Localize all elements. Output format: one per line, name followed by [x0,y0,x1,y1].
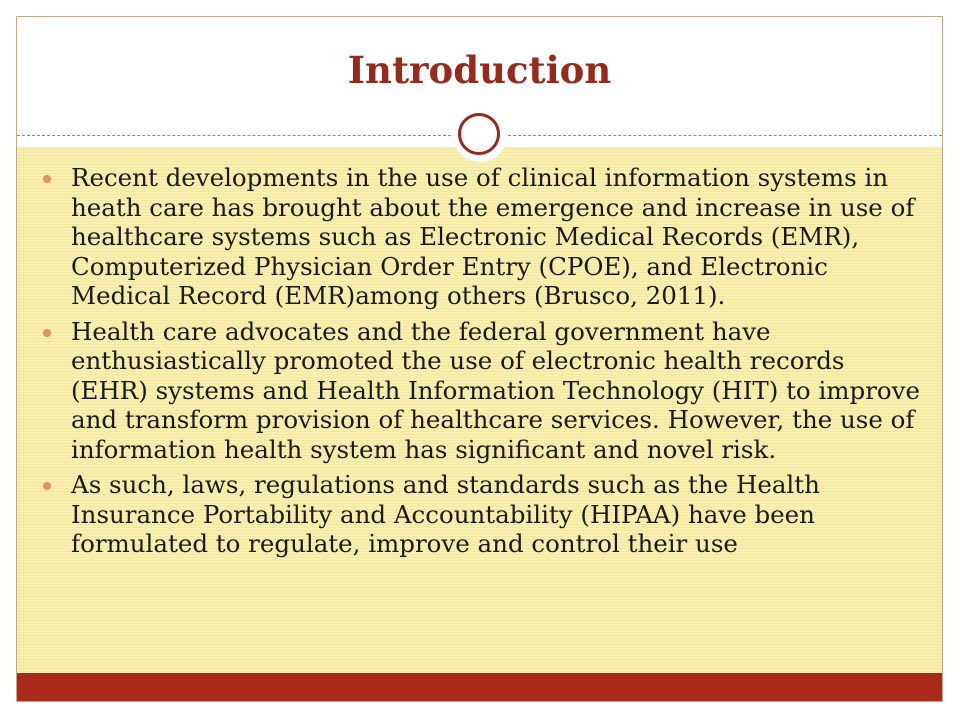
bullet-dot-icon [43,482,51,490]
bullet-text: Recent developments in the use of clinical information systems in heath care has brought about the emergence and increase in use of healthcare systems such as Electronic Medical Records (EMR), Computerized Physician Order Entry (CPOE), and Electronic Medical Record (EMR)among others (Brusco, 2011). [71,163,915,310]
bullet-dot-icon [43,329,51,337]
bullet-text: As such, laws, regulations and standards such as the Health Insurance Portability and Accountability (HIPAA) have been formulated to regulate, improve and control their use [71,470,820,558]
footer-bar [17,673,942,702]
bullet-dot-icon [43,175,51,183]
slide [16,16,943,702]
slide-title: Introduction [347,48,612,92]
bullet-item [41,470,921,559]
bullet-item [41,163,921,311]
circle-ornament-icon [458,113,500,155]
bullet-list [41,163,921,565]
bullet-text: Health care advocates and the federal government have enthusiastically promoted the use of electronic health records (EHR) systems and Health Information Technology (HIT) to improve and transform provision of healthcare services. However, the use of information health system has significant and novel risk. [71,316,921,464]
bullet-item [41,317,921,465]
